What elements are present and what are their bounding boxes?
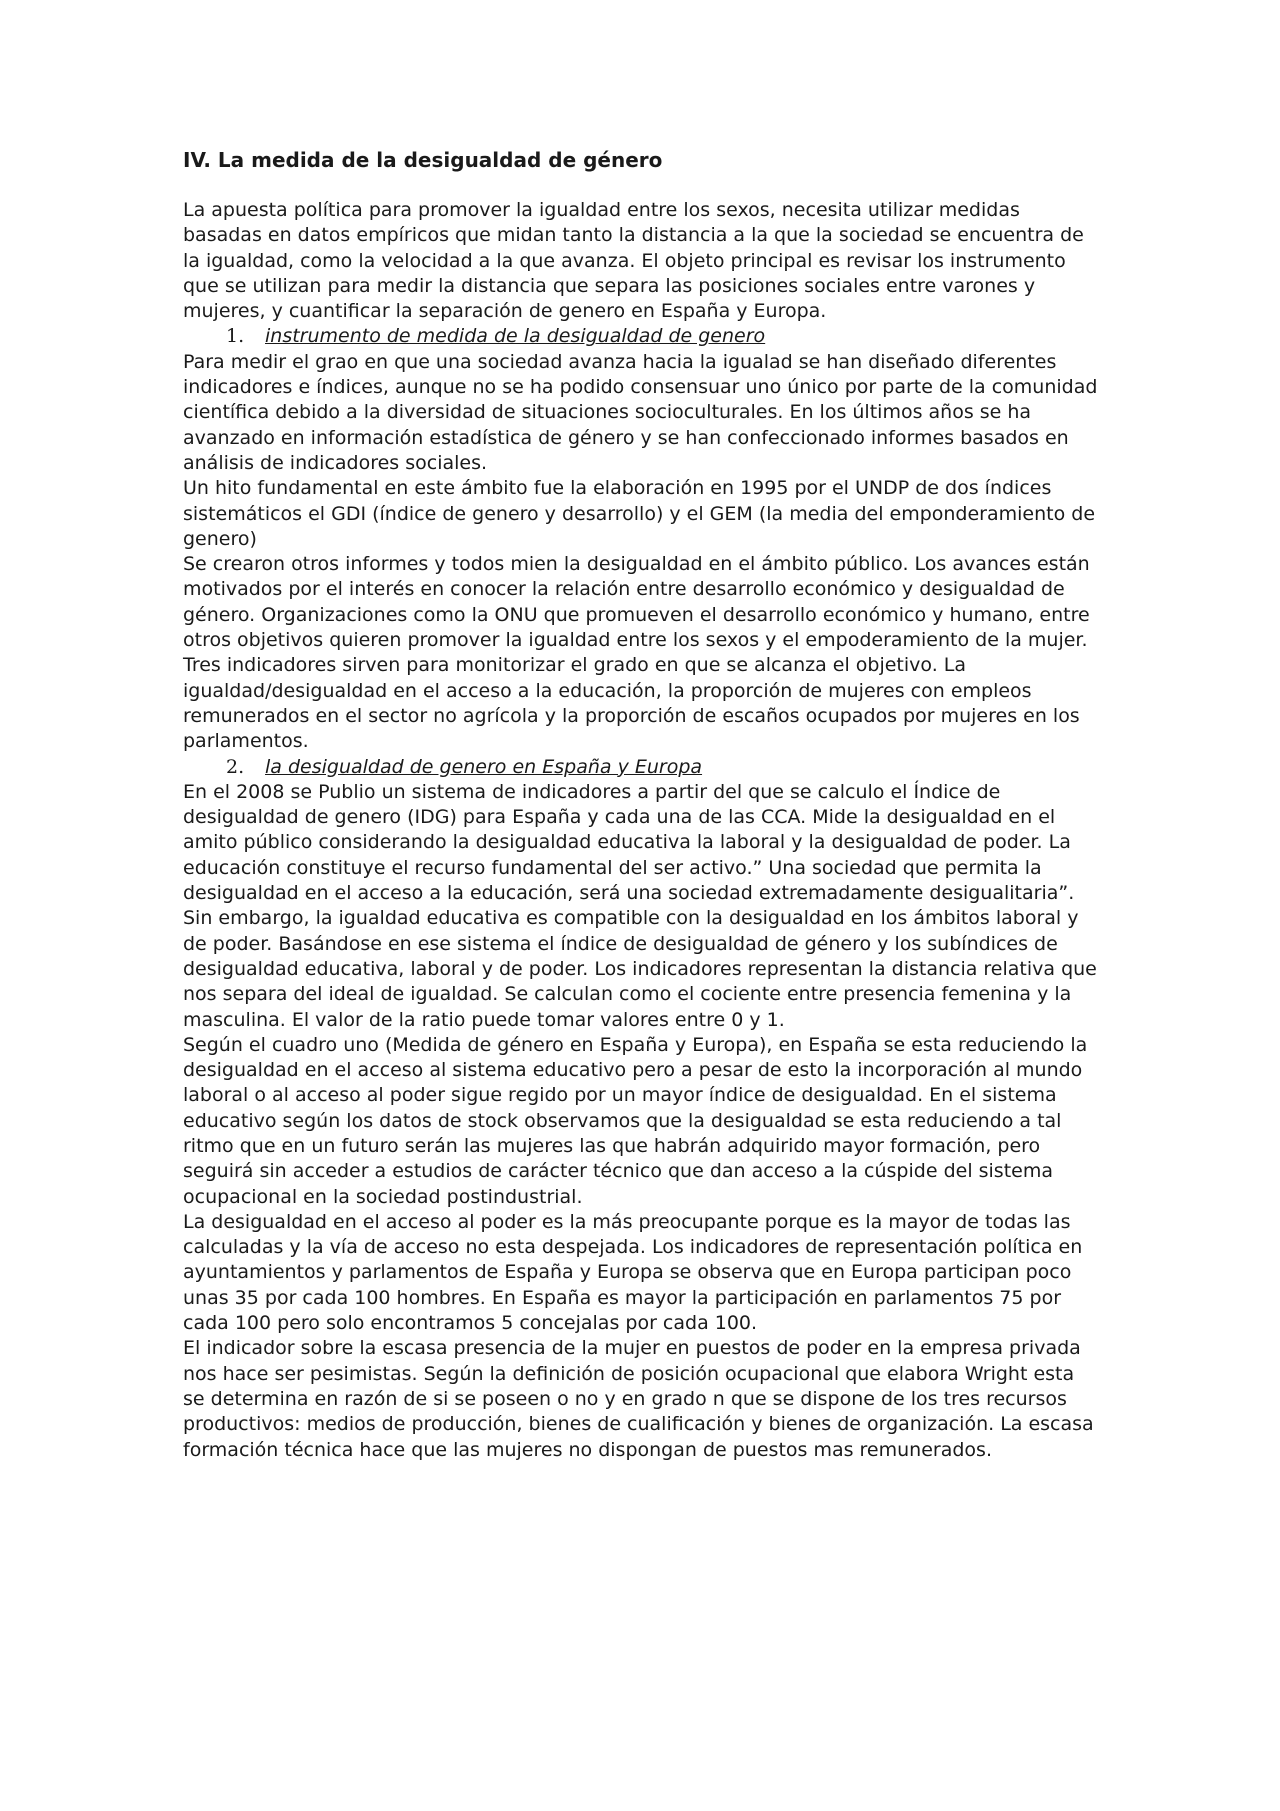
section-2-paragraph: La desigualdad en el acceso al poder es la más preocupante porque es la mayor de todas las calculadas y la vía de acceso no esta despejada. Los indicadores de representación política en ayuntamientos y parlamentos de España y Europa se observa que en Europa participan poco unas 35 por cada 100 hombres. En España es mayor la participación en parlamentos 75 por cada 100 pero solo encontramos 5 concejalas por cada 100.	[183, 1210, 1083, 1335]
document-page	[183, 148, 1101, 1463]
section-1-paragraph: Se crearon otros informes y todos mien la desigualdad en el ámbito público. Los avances están motivados por el interés en conocer la relación entre desarrollo económico y desigualdad de género. Organizaciones como la ONU que promueven el desarrollo económico y humano, entre otros objetivos quieren promover la igualdad entre los sexos y el empoderamiento de la mujer. Tres indicadores sirven para monitorizar el grado en que se alcanza el objetivo. La igualdad/desigualdad en el acceso a la educación, la proporción de mujeres con empleos remunerados en el sector no agrícola y la proporción de escaños ocupados por mujeres en los parlamentos.	[183, 553, 1090, 753]
section-2-heading: la desigualdad de genero en España y Europa	[265, 755, 703, 778]
section-2-heading-item	[183, 755, 1101, 780]
section-2-paragraph: Según el cuadro uno (Medida de género en España y Europa), en España se esta reduciendo la desigualdad en el acceso al sistema educativo pero a pesar de esto la incorporación al mundo laboral o al acceso al poder sigue regido por un mayor índice de desigualdad. En el sistema educativo según los datos de stock observamos que la desigualdad se esta reduciendo a tal ritmo que en un futuro serán las mujeres las que habrán adquirido mayor formación, pero seguirá sin acceder a estudios de carácter técnico que dan acceso a la cúspide del sistema ocupacional en la sociedad postindustrial.	[183, 1033, 1088, 1208]
section-1-heading: instrumento de medida de la desigualdad de genero	[265, 325, 766, 348]
section-1-number: 1.	[226, 325, 245, 348]
intro-paragraph: La apuesta política para promover la igualdad entre los sexos, necesita utilizar medidas basadas en datos empíricos que midan tanto la distancia a la que la sociedad se encuentra de la igualdad, como la velocidad a la que avanza. El objeto principal es revisar los instrumento que se utilizan para medir la distancia que separa las posiciones sociales entre varones y mujeres, y cuantificar la separación de genero en España y Europa.	[183, 199, 1084, 323]
section-2-paragraph: El indicador sobre la escasa presencia de la mujer en puestos de poder en la empresa privada nos hace ser pesimistas. Según la definición de posición ocupacional que elabora Wright esta se determina en razón de si se poseen o no y en grado n que se dispone de los tres recursos productivos: medios de producción, bienes de cualificación y bienes de organización. La escasa formación técnica hace que las mujeres no dispongan de puestos mas remunerados.	[183, 1337, 1094, 1461]
section-2-paragraph: En el 2008 se Publio un sistema de indicadores a partir del que se calculo el Índice de desigualdad de genero (IDG) para España y cada una de las CCA. Mide la desigualdad en el amito público considerando la desigualdad educativa la laboral y la desigualdad de poder. La educación constituye el recurso fundamental del ser activo.” Una sociedad que permita la desigualdad en el acceso a la educación, será una sociedad extremadamente desigualitaria”. Sin embargo, la igualdad educativa es compatible con la desigualdad en los ámbitos laboral y de poder. Basándose en ese sistema el índice de desigualdad de género y los subíndices de desigualdad educativa, laboral y de poder. Los indicadores representan la distancia relativa que nos separa del ideal de igualdad. Se calculan como el cociente entre presencia femenina y la masculina. El valor de la ratio puede tomar valores entre 0 y 1.	[183, 780, 1097, 1031]
section-2-number: 2.	[226, 755, 245, 778]
section-1-paragraph: Para medir el grao en que una sociedad avanza hacia la igualad se han diseñado diferentes indicadores e índices, aunque no se ha podido consensuar uno único por parte de la comunidad científica debido a la diversidad de situaciones socioculturales. En los últimos años se ha avanzado en información estadística de género y se han confeccionado informes basados en análisis de indicadores sociales.	[183, 350, 1098, 474]
document-title: IV. La medida de la desigualdad de género	[183, 148, 663, 172]
section-1-paragraph: Un hito fundamental en este ámbito fue la elaboración en 1995 por el UNDP de dos índices sistemáticos el GDI (índice de genero y desarrollo) y el GEM (la media del emponderamiento de genero)	[183, 477, 1096, 550]
section-1-heading-item	[183, 324, 1101, 349]
